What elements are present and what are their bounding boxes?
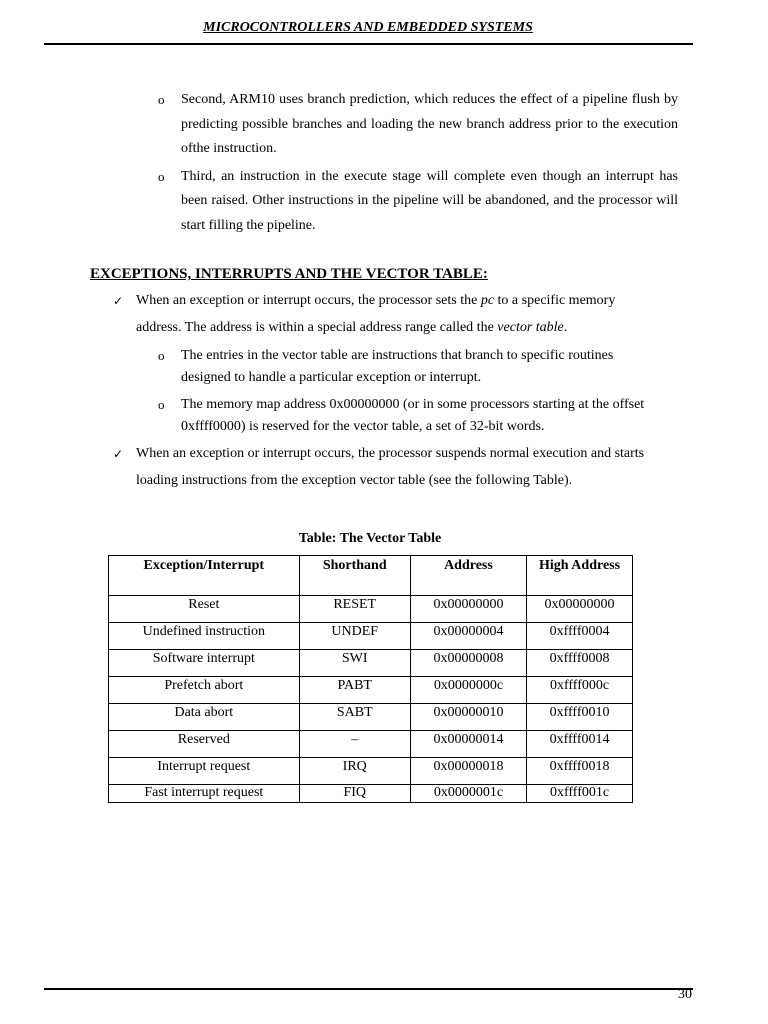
table-cell: 0x00000000 [410, 596, 526, 623]
table-row [109, 650, 633, 677]
memory-map-sub-list [158, 394, 658, 438]
table-row [109, 677, 633, 704]
bullet-text: The entries in the vector table are instructions that branch to specific routines designed to handle a particular exception or interrupt. [181, 348, 614, 385]
vector-table [108, 555, 633, 803]
column-header: Address [410, 556, 526, 596]
check-point-text [113, 288, 653, 341]
bullet-text: Third, an instruction in the execute stage will complete even though an interrupt has been raised. Other instructions in the pipeline will be abandoned, and the processor will start filling the pipeline. [181, 168, 678, 233]
check-point-2 [113, 441, 653, 494]
check-mark-icon: ✓ [113, 294, 124, 308]
table-cell: IRQ [299, 758, 410, 785]
vector-table-sub-list [158, 345, 658, 389]
list-item [158, 88, 678, 162]
table-cell: 0xffff0010 [527, 704, 633, 731]
column-header: Shorthand [299, 556, 410, 596]
bullet-text: The memory map address 0x00000000 (or in some processors starting at the offset 0xffff0000) is reserved for the vector table, a set of 32-bit words. [181, 397, 645, 434]
table-cell: FIQ [299, 785, 410, 803]
table-cell: 0x0000001c [410, 785, 526, 803]
page-header-title: MICROCONTROLLERS AND EMBEDDED SYSTEMS [203, 20, 533, 35]
table-row [109, 704, 633, 731]
bullet-marker: o [158, 168, 165, 184]
table-cell: Undefined instruction [109, 623, 300, 650]
check-mark-icon: ✓ [113, 447, 124, 461]
table-cell: RESET [299, 596, 410, 623]
table-row [109, 731, 633, 758]
check-point-1 [113, 288, 653, 341]
bullet-text: Second, ARM10 uses branch prediction, which reduces the effect of a pipeline flush by predicting possible branches and loading the new branch address prior to the execution ofthe instruction. [181, 92, 678, 156]
table-cell: 0xffff0018 [527, 758, 633, 785]
list-item [158, 345, 658, 389]
text-span: When an exception or interrupt occurs, the processor sets the [136, 293, 481, 308]
table-cell: 0x00000008 [410, 650, 526, 677]
column-header: High Address [527, 556, 633, 596]
table-row [109, 596, 633, 623]
table-cell: 0x00000010 [410, 704, 526, 731]
text-span: . [563, 319, 568, 335]
bullet-marker: o [158, 397, 165, 412]
table-cell: 0xffff0004 [527, 623, 633, 650]
footer-rule [44, 988, 693, 990]
table-cell: 0x0000000c [410, 677, 526, 704]
header-rule [44, 43, 693, 45]
table-cell: 0x00000000 [527, 596, 633, 623]
bullet-marker: o [158, 348, 165, 363]
vector-table-term: vector table [497, 319, 564, 335]
page-number: 30 [678, 987, 692, 1002]
table-cell: 0x00000014 [410, 731, 526, 758]
table-cell: Software interrupt [109, 650, 300, 677]
bullet-marker: o [158, 92, 165, 107]
table-cell: SWI [299, 650, 410, 677]
pipeline-bullet-list [158, 88, 678, 238]
table-row [109, 623, 633, 650]
table-cell: – [299, 731, 410, 758]
table-cell: 0x00000018 [410, 758, 526, 785]
table-cell: UNDEF [299, 623, 410, 650]
table-cell: 0x00000004 [410, 623, 526, 650]
table-cell: Prefetch abort [109, 677, 300, 704]
table-header-row [109, 556, 633, 596]
pc-term: pc [480, 293, 495, 308]
table-cell: PABT [299, 677, 410, 704]
table-cell: 0xffff0008 [527, 650, 633, 677]
section-heading: EXCEPTIONS, INTERRUPTS AND THE VECTOR TABLE: [90, 266, 488, 282]
table-row [109, 785, 633, 803]
table-row [109, 758, 633, 785]
column-header: Exception/Interrupt [109, 556, 300, 596]
list-item [158, 394, 658, 438]
table-cell: Reserved [109, 731, 300, 758]
table-cell: Data abort [109, 704, 300, 731]
table-cell: SABT [299, 704, 410, 731]
list-item [158, 165, 678, 239]
table-cell: 0xffff0014 [527, 731, 633, 758]
check-point-text: When an exception or interrupt occurs, the processor suspends normal execution and starts loading instructions from the exception vector table (see the following Table). [136, 446, 645, 488]
table-cell: 0xffff000c [527, 677, 633, 704]
table-cell: Interrupt request [109, 758, 300, 785]
text-span: to a specific memory address. The address is within a special address range called the [136, 293, 616, 335]
table-cell: 0xffff001c [527, 785, 633, 803]
table-cell: Reset [109, 596, 300, 623]
table-cell: Fast interrupt request [109, 785, 300, 803]
table-caption: Table: The Vector Table [298, 531, 442, 546]
